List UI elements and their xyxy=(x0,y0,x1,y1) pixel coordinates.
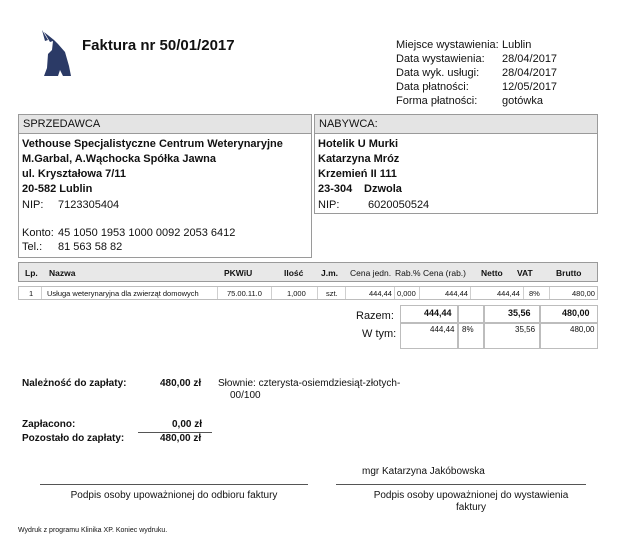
col-name: Nazwa xyxy=(49,268,76,278)
seller-name-line2: M.Garbal, A.Wąchocka Spółka Jawna xyxy=(22,153,216,165)
seller-street: ul. Kryształowa 7/11 xyxy=(22,168,126,180)
meta-label: Data płatności: xyxy=(396,81,469,93)
seller-city: 20-582 Lublin xyxy=(22,183,93,195)
seller-phone-label: Tel.: xyxy=(22,241,43,253)
buyer-city: Dzwola xyxy=(364,183,402,195)
totals-br-gross: 480,00 xyxy=(570,325,595,334)
buyer-street: Krzemień II 111 xyxy=(318,168,397,180)
buyer-name-line1: Hotelik U Murki xyxy=(318,138,399,150)
col-unit: J.m. xyxy=(321,268,339,278)
row-lp: 1 xyxy=(29,289,34,298)
print-footer: Wydruk z programu Klinika XP. Koniec wydruku. xyxy=(18,527,168,534)
meta-value: 12/05/2017 xyxy=(502,81,558,93)
row-price-after: 444,44 xyxy=(445,289,468,298)
row-qty: 1,000 xyxy=(287,289,306,298)
row-name: Usługa weterynaryjna dla zwierząt domowych xyxy=(47,289,199,298)
seller-account-label: Konto: xyxy=(22,227,54,239)
paid-amount: 0,00 zł xyxy=(172,419,203,430)
receiver-signature-caption: Podpis osoby upoważnionej do odbioru faktury xyxy=(70,490,278,501)
meta-value: gotówka xyxy=(502,95,543,107)
col-gross: Brutto xyxy=(556,268,582,278)
items-table-header xyxy=(18,262,598,282)
amount-in-words-line1: Słownie: czterysta-osiemdziesiąt-złotych- xyxy=(218,378,401,389)
col-unit-price: Cena jedn. xyxy=(350,268,392,278)
seller-name-line1: Vethouse Specjalistyczne Centrum Weterynaryjne xyxy=(22,138,283,150)
buyer-header: NABYWCA: xyxy=(314,114,598,134)
row-discount: 0,000 xyxy=(397,289,416,298)
due-amount: 480,00 zł xyxy=(160,378,202,389)
row-pkwiu: 75.00.11.0 xyxy=(227,289,262,298)
col-price-after: Cena (rab.) xyxy=(423,268,466,278)
row-net: 444,44 xyxy=(497,289,520,298)
issuer-signature-caption-line1: Podpis osoby upoważnionej do wystawienia xyxy=(373,490,569,501)
col-qty: Ilość xyxy=(284,268,304,278)
row-unit: szt. xyxy=(326,289,338,298)
seller-nip: 7123305404 xyxy=(58,199,120,211)
totals-br-rate: 8% xyxy=(462,325,474,334)
due-label: Należność do zapłaty: xyxy=(22,378,127,389)
totals-br-net: 444,44 xyxy=(430,325,455,334)
totals-sum-gross: 480,00 xyxy=(562,308,590,318)
remaining-amount: 480,00 zł xyxy=(160,433,202,444)
meta-value: 28/04/2017 xyxy=(502,67,558,79)
paid-label: Zapłacono: xyxy=(22,419,76,430)
totals-sum-vat: 35,56 xyxy=(508,308,531,318)
totals-br-vat: 35,56 xyxy=(515,325,536,334)
seller-nip-label: NIP: xyxy=(22,199,44,211)
buyer-nip-label: NIP: xyxy=(318,199,340,211)
col-discount: Rab.% xyxy=(395,268,421,278)
meta-value: Lublin xyxy=(502,39,532,51)
seller-header: SPRZEDAWCA xyxy=(18,114,312,134)
table-row xyxy=(18,286,598,300)
col-vat: VAT xyxy=(517,268,533,278)
row-gross: 480,00 xyxy=(572,289,595,298)
buyer-nip: 6020050524 xyxy=(368,199,430,211)
remaining-label: Pozostało do zapłaty: xyxy=(22,433,125,444)
receiver-signature-line xyxy=(40,484,308,485)
buyer-name-line2: Katarzyna Mróz xyxy=(318,153,400,165)
col-pkwiu: PKWiU xyxy=(224,268,253,278)
buyer-postcode: 23-304 xyxy=(318,183,353,195)
clinic-logo-icon xyxy=(38,30,78,78)
totals-breakdown-label: W tym: xyxy=(362,328,397,340)
totals-sum-net: 444,44 xyxy=(424,308,452,318)
row-unit-price: 444,44 xyxy=(369,289,392,298)
meta-value: 28/04/2017 xyxy=(502,53,558,65)
row-vat: 8% xyxy=(529,289,540,298)
col-lp: Lp. xyxy=(25,268,38,278)
meta-label: Miejsce wystawienia: xyxy=(396,39,499,51)
meta-label: Data wystawienia: xyxy=(396,53,485,65)
seller-account: 45 1050 1953 1000 0092 2053 6412 xyxy=(58,227,236,239)
issuer-signature-caption-line2: faktury xyxy=(455,502,486,513)
issuer-signature-line xyxy=(336,484,586,485)
seller-phone: 81 563 58 82 xyxy=(58,241,123,253)
invoice-title: Faktura nr 50/01/2017 xyxy=(82,37,235,54)
amount-in-words-line2: 00/100 xyxy=(230,390,261,401)
totals-sum-label: Razem: xyxy=(356,310,394,322)
col-net: Netto xyxy=(481,268,503,278)
meta-label: Forma płatności: xyxy=(396,95,478,107)
totals-cell xyxy=(458,305,484,323)
meta-label: Data wyk. usługi: xyxy=(396,67,480,79)
issuer-name: mgr Katarzyna Jakóbowska xyxy=(362,466,485,477)
